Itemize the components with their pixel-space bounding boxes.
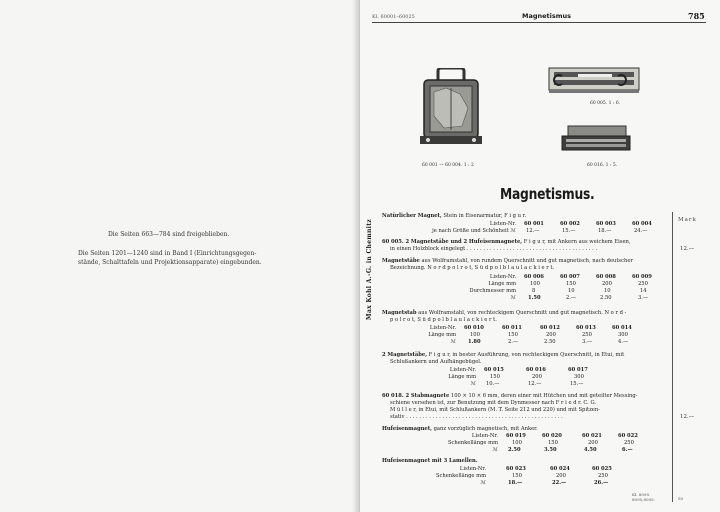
- row-label: Listen-Nr.: [489, 221, 516, 227]
- entry-line: stativ . . . . . . . . . . . . . . . . . . . . . . . . . . . . . . . . . . . . . . . . . . . . . . . .: [390, 414, 563, 420]
- entry-head: Magnetstab: [382, 310, 417, 316]
- row-label: ℳ: [480, 480, 486, 486]
- cell: 60 024: [550, 466, 570, 472]
- cell: 200: [602, 281, 612, 287]
- table-row: [446, 221, 652, 227]
- row-label: Listen-Nr.: [471, 433, 498, 439]
- entry-line: Schlußankern und Aufhängebügel.: [390, 359, 482, 365]
- cell: 2.50: [600, 295, 612, 301]
- magnet-etui-image: [560, 124, 632, 154]
- entry-line: M ü l l e r, in Etui, mit Schlußankern (M. T. Seite 212 und 220) und mit Spitzen-: [390, 407, 600, 413]
- entry-text: 100 × 10 × 6 mm, deren einer mit Hütchen und mit geteilter Messing-: [449, 393, 638, 399]
- cell: 300: [618, 332, 628, 338]
- cell: 60 006: [524, 274, 544, 280]
- left-note-1: Die Seiten 663—784 sind freigeblieben.: [108, 231, 230, 238]
- caption-fig3: 60 016. 1 : 5.: [587, 163, 618, 168]
- cell: 60 014: [612, 325, 632, 331]
- table-row: [380, 440, 634, 446]
- row-label: Listen-Nr.: [489, 274, 516, 280]
- entry-head: Hufeisenmagnet mit 3 Lamellen.: [382, 458, 478, 464]
- table-row: [390, 295, 649, 301]
- cell: 2.50: [508, 447, 521, 453]
- table-row: [380, 374, 584, 380]
- row-label: ℳ: [450, 339, 456, 345]
- row-label: ℳ: [510, 295, 516, 301]
- cell: 60 015: [484, 367, 504, 373]
- side-imprint: Max Kohl A.-G. in Chemnitz: [366, 219, 373, 320]
- left-note-2b: stände, Schalttafeln und Projektionsapparate) eingebunden.: [78, 259, 262, 266]
- row-label: ℳ: [470, 381, 476, 387]
- entry-head: Magnetstäbe: [382, 258, 420, 264]
- cell: 10.—: [486, 381, 500, 387]
- cell: 250: [582, 332, 592, 338]
- cell: 18.—: [598, 228, 612, 234]
- cell: 2.—: [508, 339, 519, 345]
- cell: 60 023: [506, 466, 526, 472]
- left-note-2a: Die Seiten 1201—1240 sind in Band I (Einrichtungsgegen-: [78, 250, 257, 257]
- cell: 200: [532, 374, 542, 380]
- cell: 60 013: [576, 325, 596, 331]
- cell: 100: [470, 332, 480, 338]
- cell: 18.—: [508, 480, 523, 486]
- entry-rect-bar: [382, 310, 626, 317]
- entry-text: F i g u r, mit Ankern aus weichem Eisen,: [522, 239, 631, 245]
- caption-fig2: 60 005. 1 : 6.: [590, 101, 621, 106]
- cell: 15.—: [562, 228, 576, 234]
- caption-fig1: 60 001 — 60 004. 1 : 2: [422, 163, 474, 168]
- entry-two-bars: [382, 352, 624, 359]
- entry-text: ganz vorzüglich magnetisch, mit Anker.: [431, 426, 538, 432]
- cell: 26.—: [594, 480, 609, 486]
- cell: 60 025: [592, 466, 612, 472]
- row-label: Durchmesser mm: [469, 288, 516, 294]
- table-row: [380, 332, 628, 338]
- cell: 60 008: [596, 274, 616, 280]
- row-label: Schenkellänge mm: [435, 473, 486, 479]
- table-row: [380, 480, 609, 486]
- cell: 15.—: [570, 381, 584, 387]
- cell: 100: [530, 281, 540, 287]
- cell: 60 021: [582, 433, 602, 439]
- page-number: 785: [688, 11, 705, 21]
- entry-text: aus Wolframstahl, von rechteckigem Querschnitt und gut magnetisch. N o r d -: [416, 310, 627, 316]
- cell: 60 022: [618, 433, 638, 439]
- price-60005: 12.—: [680, 246, 695, 252]
- entry-head: Hufeisenmagnet,: [382, 426, 432, 432]
- entry-head: Natürlicher Magnet,: [382, 213, 442, 219]
- cell: 150: [512, 473, 522, 479]
- price-60018: 12.—: [680, 414, 695, 420]
- entry-text: Stein in Eisenarmatur, F i g u r.: [441, 213, 527, 219]
- cell: 60 004: [632, 221, 652, 227]
- cell: 2.—: [566, 295, 577, 301]
- entry-line: p o l r o t, S ü d p o l b l a u l a c k i e r t.: [390, 317, 497, 323]
- cell: 60 010: [464, 325, 484, 331]
- running-head-title: Magnetismus: [522, 12, 572, 20]
- cell: 24.—: [634, 228, 648, 234]
- entry-stabmagnete: [382, 393, 637, 400]
- cell: 8: [532, 288, 536, 294]
- cell: 14: [640, 288, 647, 294]
- table-row: [380, 381, 584, 387]
- row-label: Listen-Nr.: [429, 325, 456, 331]
- cell: 60 017: [568, 367, 588, 373]
- footer-code-b: 8095,8095.: [632, 497, 655, 502]
- cell: 60 011: [502, 325, 522, 331]
- entry-head: 2 Magnetstäbe,: [382, 352, 428, 358]
- row-label: Länge mm: [488, 281, 516, 287]
- entry-natural-magnet: [382, 213, 526, 220]
- cell: 200: [546, 332, 556, 338]
- cell: 10: [604, 288, 611, 294]
- entry-text: aus Wolframstahl, von rundem Querschnitt und gut magnetisch, nach deutscher: [419, 258, 633, 264]
- row-label: Schenkellänge mm: [447, 440, 498, 446]
- cell: 150: [508, 332, 518, 338]
- table-row: [390, 274, 652, 280]
- table-row: [380, 325, 632, 331]
- cell: 60 019: [506, 433, 526, 439]
- cell: 1.80: [468, 339, 481, 345]
- row-label: Listen-Nr.: [449, 367, 476, 373]
- table-row: [380, 447, 633, 453]
- right-page: [360, 0, 720, 512]
- cell: 2.50: [544, 339, 556, 345]
- cell: 250: [598, 473, 608, 479]
- cell: 150: [490, 374, 500, 380]
- row-label: ℳ: [492, 447, 498, 453]
- cell: 3.—: [582, 339, 593, 345]
- entry-line: in einen Holzblock eingelegt . . . . . . . . . . . . . . . . . . . . . . . . . . . . . . . . . . . . . . . .: [390, 246, 598, 252]
- cell: 200: [588, 440, 598, 446]
- table-row: [380, 466, 612, 472]
- row-label: Listen-Nr.: [459, 466, 486, 472]
- cell: 4.50: [584, 447, 597, 453]
- entry-line: Bezeichnung. N o r d p o l r o t, S ü d p o l b l a u l a c k i e r t.: [390, 265, 555, 271]
- cell: 150: [548, 440, 558, 446]
- entry-head: 60 018. 2 Stabmagnete: [382, 393, 450, 399]
- entry-line: schiene versehen ist, zur Benutzung mit dem Dynmesser nach F r i e d r. C. G.: [390, 400, 597, 406]
- entry-text: F i g u r, in bester Ausführung, von rechteckigem Querschnitt, in Etui, mit: [427, 352, 625, 358]
- cell: 250: [638, 281, 648, 287]
- entry-head: 60 005. 2 Magnetstäbe und 2 Hufeisenmagnete,: [382, 239, 523, 245]
- table-row: [380, 473, 608, 479]
- cell: 100: [512, 440, 522, 446]
- cell: 60 012: [540, 325, 560, 331]
- row-label: Länge mm: [448, 374, 476, 380]
- footer-number: 50: [678, 496, 684, 501]
- table-row: [380, 367, 588, 373]
- header-rule: [372, 22, 706, 23]
- cell: 200: [556, 473, 566, 479]
- cell: 250: [624, 440, 634, 446]
- cell: 4.—: [618, 339, 629, 345]
- cell: 60 007: [560, 274, 580, 280]
- cell: 6.—: [622, 447, 633, 453]
- table-row: [390, 281, 648, 287]
- cell: 60 020: [542, 433, 562, 439]
- cell: 300: [574, 374, 584, 380]
- running-head-left: Kl. 60001–60025: [372, 14, 415, 20]
- cell: 12.—: [528, 381, 542, 387]
- table-row: [390, 288, 647, 294]
- entry-magnet-set: [382, 239, 631, 246]
- cell: 60 009: [632, 274, 652, 280]
- table-row: [380, 433, 638, 439]
- cell: 1.50: [528, 295, 541, 301]
- cell: 3.—: [638, 295, 649, 301]
- cell: 60 001: [524, 221, 544, 227]
- entry-round-bars: [382, 258, 633, 265]
- row-label: Länge mm: [428, 332, 456, 338]
- table-row: [406, 228, 648, 234]
- mark-label: Mark: [678, 217, 697, 223]
- cell: 60 002: [560, 221, 580, 227]
- cell: 22.—: [552, 480, 567, 486]
- cell: 3.50: [544, 447, 557, 453]
- table-row: [380, 339, 629, 345]
- cell: 10: [568, 288, 575, 294]
- footer-code-a: Kl. 8095.: [632, 492, 651, 497]
- natural-magnet-image: [416, 68, 486, 158]
- cell: 60 016: [526, 367, 546, 373]
- row-label: je nach Größe und Schönheit ℳ: [432, 228, 516, 234]
- entry-horseshoe: [382, 426, 538, 433]
- cell: 60 003: [596, 221, 616, 227]
- cell: 12.—: [526, 228, 540, 234]
- magnet-block-image: [548, 66, 640, 94]
- price-column-rule: [672, 212, 673, 502]
- entry-lamellen: [382, 458, 478, 465]
- page-title: Magnetismus.: [500, 185, 595, 203]
- cell: 150: [566, 281, 576, 287]
